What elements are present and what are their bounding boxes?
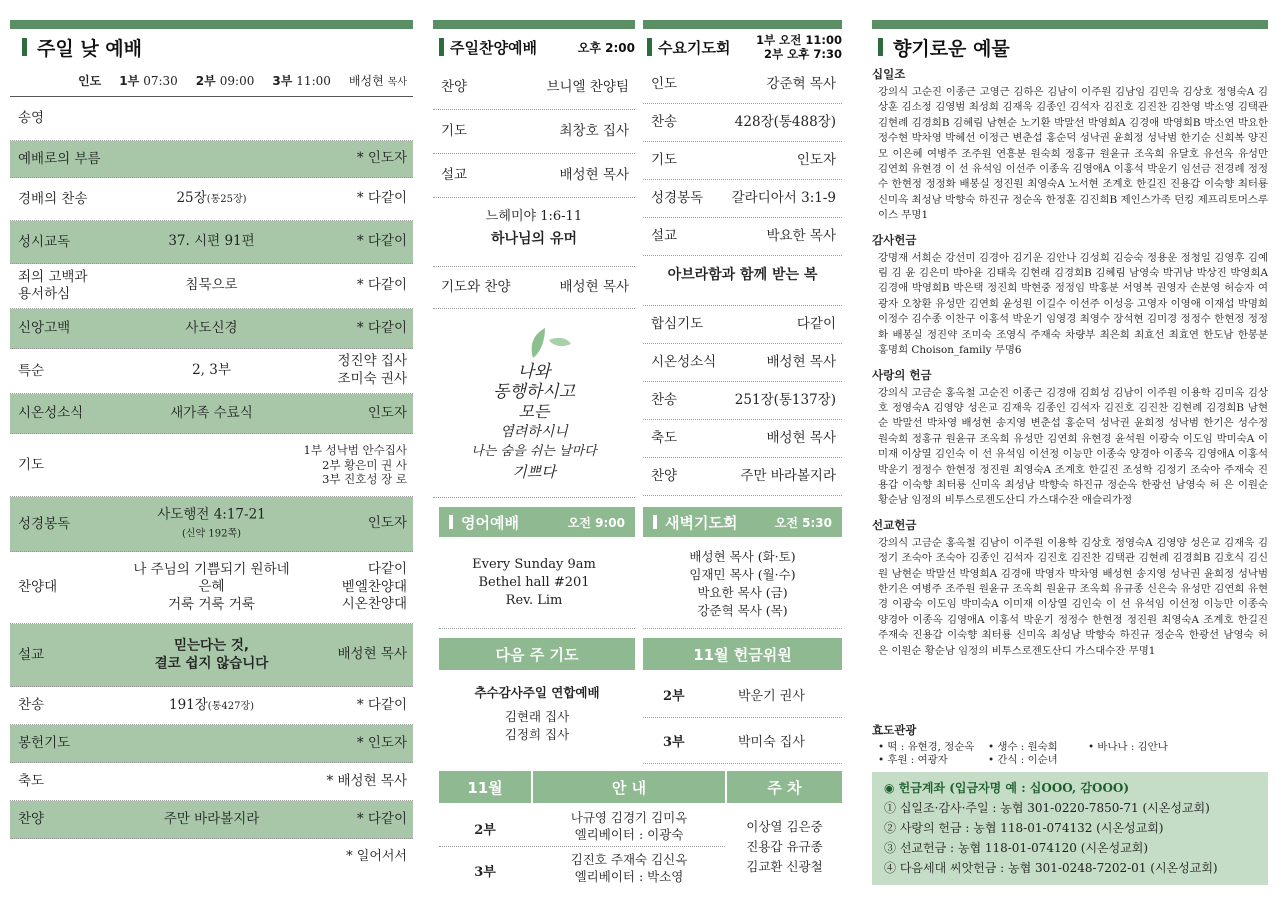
title-marker-icon <box>22 38 27 56</box>
sermon-reference: 느헤미야 1:6-11 <box>485 209 583 224</box>
account-line: ② 사랑의 헌금 : 농협 118-01-074132 (시온성교회) <box>884 821 1164 835</box>
service-item <box>433 110 635 154</box>
service-item <box>643 104 842 142</box>
worship-item <box>10 309 413 349</box>
offering-type-title: 십일조 <box>872 67 906 81</box>
item-label: 송영 <box>18 110 45 127</box>
worship-item <box>10 497 413 552</box>
service-item <box>643 382 842 420</box>
service-item <box>643 306 842 344</box>
worship-item <box>10 394 413 434</box>
calligraphy-line: 나와 <box>517 362 551 382</box>
item-content: 새가족 수료식 <box>170 404 253 421</box>
parking-names: 이상열 김은중 진용갑 유규종 김교환 신광철 <box>746 819 823 874</box>
guide-row <box>439 807 725 847</box>
service-time: 11:00 <box>296 73 331 88</box>
item-label: 기도 <box>441 123 468 140</box>
offering-lists <box>872 66 1268 659</box>
item-leader: 다같이 벧엘찬양대 시온찬양대 <box>341 561 407 613</box>
item-leader: 인도자 <box>367 515 407 532</box>
header-bar <box>433 20 635 29</box>
elevator-names: 엘리베이터 : 박소영 <box>574 869 684 884</box>
service-time: 09:00 <box>219 73 255 88</box>
item-leader: * 배성현 목사 <box>326 772 407 789</box>
account-line: ③ 선교헌금 : 농협 118-01-074120 (시온성교회) <box>884 841 1149 855</box>
offering-names: 강의식 고금순 홍옥철 김남이 이주원 이용학 김상호 정영숙A 김영양 성은교 김재욱 김정기 조숙아 조숙아 김종인 김석자 김진호 김진찬 김택관 김현례 김경희B 김호식 김신원 남현순 박말선 박영희A 김경애 박영자 박차영 배성현 송지영 성낙권 윤희정 성낙범 한기은 여병주 조주원 원윤규 조옥희 원윤규 조옥희 유규종 신은숙 유성만 김연희 유현경 이광숙 이도임 박미숙A 이미재 이상열 김인숙 이 선 유석임 이선정 이능만 이종숙 양경아 이종옥 김영애A 이홍석 박운기 정정수 한현정 정진원 최영숙A 조계호 한길진 주재숙 진용갑 이숙향 최터룡 신미옥 최성남 박향숙 하진규 정순옥 한광선 남영숙 허 은 이원순 황순남 임정의 비투스로젠도산디 가스대수잔 무명1 <box>878 536 1268 657</box>
item-sub: (신약 192쪽) <box>181 528 242 539</box>
item-leader: * 다같이 <box>356 233 407 250</box>
item-label: 시온성소식 <box>651 354 717 371</box>
item-label: 시온성소식 <box>18 405 84 422</box>
service-name: 1부 <box>119 74 140 88</box>
item-label: 성경봉독 <box>18 515 71 532</box>
item-content: 믿는다는 것, 결코 쉽지 않습니다 <box>154 637 269 671</box>
item-label: 봉헌기도 <box>18 735 71 752</box>
item-label: 경배의 찬송 <box>18 190 88 207</box>
english-line: Rev. Lim <box>505 593 563 608</box>
item-leader: * 인도자 <box>356 150 407 167</box>
item-value: 박요한 목사 <box>766 227 836 244</box>
afternoon-service-column <box>433 0 635 905</box>
item-leader: 배성현 목사 <box>337 646 407 663</box>
item-value: 최창호 집사 <box>559 122 629 139</box>
dawn-prayer-header: 새벽기도회 오전 5:30 <box>643 507 842 537</box>
worship-item <box>10 434 413 497</box>
item-sub: (통25장) <box>206 194 247 206</box>
item-content: 침묵으로 <box>185 277 238 294</box>
offering-names: 강의식 고금순 홍옥철 고순진 이종근 김경애 김희성 김남이 이주원 이용학 김미옥 김상호 정영숙A 김영양 성은교 김재욱 김종인 김석자 김진호 김진찬 김현례 김경희B 남현순 박말선 박차영 배성현 송지영 변춘섭 홍순덕 성낙권 윤희정 성낙범 한기은 성수정 원숙희 정홍규 원윤규 조옥희 유성만 김연희 유현경 윤석원 이광숙 이도임 박미숙A 이미재 이상열 김인숙 이 선 유석임 이선정 이능만 이종숙 양경아 이종옥 김영애A 이홍석 박운기 정정수 한현정 정진원 최영숙A 조계호 한길진 조성학 김정기 조숙아 주재숙 진용갑 이숙향 최터룡 신미옥 최성남 박향숙 하진규 정순옥 한광선 남영숙 허 은 이원순 황순남 임정의 비투스로젠도산디 가스대수잔 애슬리가정 <box>878 386 1268 507</box>
service-name: 2부 <box>195 74 216 88</box>
item-value: 브니엘 찬양팀 <box>546 78 629 95</box>
offering-team-row <box>643 672 842 718</box>
item-leader: 인도자 <box>367 404 407 421</box>
item-label: 인도 <box>651 76 678 93</box>
service-item <box>643 142 842 180</box>
item-leader: 1부 성낙범 안수집사 2부 황은미 권 사 3부 진호성 장 로 <box>303 442 407 487</box>
offerings-column <box>872 0 1268 905</box>
item-content: 2, 3부 <box>192 362 231 379</box>
item-label: 기도 <box>18 456 45 473</box>
item-label: 특순 <box>18 362 45 379</box>
item-content: 37. 시편 91편 <box>168 233 255 250</box>
item-value: 428장(통488장) <box>734 113 836 130</box>
sunday-service-column <box>10 0 413 905</box>
item-content: 주만 바라볼지라 <box>163 810 260 827</box>
team-member: 박미숙 집사 <box>738 735 805 750</box>
service-time-2: 2부 오후 7:30 <box>764 47 842 61</box>
item-label: 합심기도 <box>651 316 704 333</box>
dawn-leader: 박요한 목사 (금) <box>697 585 788 600</box>
item-leader: * 다같이 <box>356 696 407 713</box>
item-value: 다같이 <box>796 315 836 332</box>
item-sub: (통427장) <box>207 700 255 712</box>
item-label: 축도 <box>651 430 678 447</box>
offering-names: 강의식 고순진 이종근 고영근 김하은 김남이 이주원 김남임 김민욱 김상호 정영숙A 김상훈 김소정 김영범 최성희 김재욱 김종인 김석자 김진호 김진찬 김찬영 박소영 김택관 김현례 김경희B 김혜림 남현순 노기환 박말선 박영희A 김경애 박영희B 박소연 박요한 정수현 박차영 박혜선 이정근 변춘섭 홍순덕 성낙권 윤희정 성낙범 한기순 신희복 양진모 이은혜 여병주 조주원 연흥분 원숙희 정홍규 원윤규 조옥희 유달호 유선옥 유성만 김연희 유현경 이 선 유석임 이선주 이종옥 김영애A 이홍석 박운기 임선금 전경례 정정수 한현정 정정화 배봉실 정진원 최영숙A 노서현 조계호 한길진 진용갑 이숙향 최터룡 신미옥 최성남 박향숙 하진규 정순옥 한정훈 김진희B 제인스가족 던킹 제프리토머스루이스 무명1 <box>878 86 1268 222</box>
item-label: 성경봉독 <box>651 190 704 207</box>
item-content: 나 주님의 기쁨되기 원하네 은혜 거룩 거룩 거룩 <box>133 561 290 613</box>
next-prayer-event: 추수감사주일 연합예배 <box>474 685 600 700</box>
header-bar <box>643 20 842 29</box>
offering-type-title: 감사헌금 <box>872 232 917 247</box>
worship-item <box>10 349 413 394</box>
sermon-block <box>433 197 635 267</box>
account-box <box>872 772 1268 885</box>
item-label: 설교 <box>651 228 678 245</box>
service-item <box>643 420 842 458</box>
item-value: 배성현 목사 <box>559 166 629 183</box>
section-title: 주일찬양예배 오후 2:00 <box>439 36 635 58</box>
worship-item <box>10 552 413 624</box>
guide-names: 나규영 김경기 김미옥 <box>570 810 688 825</box>
next-prayer-info <box>439 684 635 744</box>
item-label: 찬송 <box>651 392 678 409</box>
worship-item <box>10 221 413 264</box>
calligraphy-art <box>433 310 635 498</box>
offering-names: 강명재 서희순 강선미 김경아 김기운 김안나 김성희 김승숙 정용운 정청일 김영후 김예림 김 윤 김은미 박아윤 김태욱 김현래 김경희B 김혜림 남영숙 박귀남 박상진 박영희A 김경애 박영희B 박은택 정진희 박현중 정정임 박홍분 서영복 권영자 손분영 허승자 여광자 오창환 유성만 김연희 윤성원 이길수 이선주 이성응 고영자 이영애 이재섭 박명희 이정수 김수종 이찬구 이홍석 박운기 임영경 최영수 장석현 김미경 정정수 한현정 정정화 배봉실 정진약 조미숙 조영식 주재숙 차량부 최은희 최효선 최효연 한도남 한봉분 홍명희 Choison_family 무명6 <box>878 251 1268 357</box>
order-of-worship <box>10 97 413 887</box>
item-leader: 정진약 집사 조미숙 권사 <box>337 353 407 387</box>
service-times <box>78 72 407 89</box>
team-member: 박운기 권사 <box>738 689 805 704</box>
item-label: 죄의 고백과 용서하심 <box>18 269 88 302</box>
leader-name: 배성현 <box>348 74 384 88</box>
elevator-names: 엘리베이터 : 이광숙 <box>574 827 684 842</box>
leader-label: 인도 <box>78 74 102 88</box>
offering-team-header: 11월 헌금위원 <box>643 638 842 670</box>
dawn-prayer-info <box>643 548 842 620</box>
item-label: 찬송 <box>651 114 678 131</box>
service-label: 2부 <box>474 823 496 838</box>
item-label: 찬양 <box>651 468 678 485</box>
service-label: 3부 <box>474 865 496 880</box>
item-value: 인도자 <box>796 151 836 168</box>
item-content: 사도신경 <box>185 319 238 336</box>
title-marker-icon <box>878 38 883 56</box>
next-prayer-person: 김정희 집사 <box>504 727 570 742</box>
item-leader: * 인도자 <box>356 734 407 751</box>
item-leader: * 다같이 <box>356 319 407 336</box>
service-time-1: 1부 오전 11:00 <box>756 33 842 47</box>
leader-title: 목사 <box>387 77 407 88</box>
item-label: 기도 <box>651 152 678 169</box>
calligraphy-line: 기쁘다 <box>512 463 556 481</box>
worship-item <box>10 725 413 763</box>
hyodo-title: 효도관광 <box>872 723 917 737</box>
worship-item <box>10 264 413 309</box>
service-item <box>433 154 635 198</box>
item-label: 축도 <box>18 773 45 790</box>
dawn-leader: 강준혁 목사 (목) <box>697 603 788 618</box>
item-label: 예배로의 부름 <box>18 150 101 167</box>
item-value: 배성현 목사 <box>766 353 836 370</box>
guide-names: 김진호 주재숙 김신옥 <box>570 852 688 867</box>
month-header: 11월 <box>439 771 531 803</box>
service-item <box>643 458 842 496</box>
account-line: ④ 다음세대 씨앗헌금 : 농협 301-0248-7202-01 (시온성교회) <box>884 861 1218 875</box>
english-line: Every Sunday 9am <box>472 557 596 572</box>
divider <box>643 628 842 629</box>
prayer-praise-row: 기도와 찬양 배성현 목사 <box>433 267 635 309</box>
item-label: 찬양대 <box>18 579 58 596</box>
worship-item <box>10 97 413 141</box>
item-label: 신앙고백 <box>18 320 71 337</box>
title-marker-icon <box>647 38 652 56</box>
wednesday-service-column <box>643 0 842 905</box>
section-title: 주일 낮 예배 <box>22 34 142 60</box>
service-item <box>643 66 842 104</box>
header-bar <box>10 20 413 29</box>
item-leader: * 다같이 <box>356 810 407 827</box>
title-marker-icon <box>449 515 453 529</box>
service-label: 2부 <box>663 689 685 704</box>
calligraphy-line: 나는 숨을 쉬는 날마다 <box>471 444 597 459</box>
item-label: 찬송 <box>18 697 45 714</box>
item-content: 사도행전 4:17-21 (신약 192쪽) <box>157 506 266 539</box>
worship-item <box>10 801 413 839</box>
calligraphy-line: 동행하시고 <box>492 382 576 402</box>
next-prayer-person: 김현래 집사 <box>504 709 570 724</box>
account-title: ◉ 헌금계좌 (입금자명 예 : 십OOO, 감OOO) <box>884 781 1130 795</box>
service-name: 3부 <box>272 74 293 88</box>
english-service-header: 영어예배 오전 9:00 <box>439 507 635 537</box>
service-label: 3부 <box>663 735 685 750</box>
header-bar <box>872 20 1268 29</box>
calligraphy-line: 염려하시니 <box>500 424 568 440</box>
next-prayer-header: 다음 주 기도 <box>439 638 635 670</box>
calligraphy-text <box>433 362 635 482</box>
offering-team-row <box>643 718 842 764</box>
item-label: 찬양 <box>18 811 45 828</box>
parking-header: 주 차 <box>727 771 842 803</box>
service-item <box>643 218 842 256</box>
guide-parking-table <box>439 771 842 889</box>
account-line: ① 십일조·감사·주일 : 농협 301-0220-7850-71 (시온성교회) <box>884 801 1210 815</box>
item-label: 성시교독 <box>18 233 71 250</box>
title-marker-icon <box>439 38 444 56</box>
item-value: 강준혁 목사 <box>766 75 836 92</box>
english-line: Bethel hall #201 <box>478 575 590 590</box>
item-leader: * 다같이 <box>356 190 407 207</box>
footnote: * 일어서서 <box>346 849 407 864</box>
section-title: 수요기도회 1부 오전 11:00 2부 오후 7:30 <box>647 34 842 60</box>
worship-item <box>10 624 413 687</box>
offering-type-title: 사랑의 헌금 <box>872 367 932 382</box>
item-value: 배성현 목사 <box>766 429 836 446</box>
item-label: 찬양 <box>441 79 468 96</box>
dawn-leader: 배성현 목사 (화·토) <box>689 549 796 564</box>
sermon-title: 아브라함과 함께 받는 복 <box>667 266 818 283</box>
service-time: 오후 2:00 <box>577 40 635 55</box>
offering-type-title: 선교헌금 <box>872 517 917 532</box>
item-label: 설교 <box>18 646 45 663</box>
service-item <box>433 66 635 110</box>
section-title: 향기로운 예물 <box>878 34 1010 60</box>
sermon-block <box>643 256 842 306</box>
dawn-leader: 임재민 목사 (월·수) <box>689 567 796 582</box>
item-label: 설교 <box>441 167 468 184</box>
item-value: 251장(통137장) <box>734 391 836 408</box>
service-item <box>643 180 842 218</box>
calligraphy-line: 모든 <box>518 402 550 421</box>
divider <box>439 628 635 629</box>
item-value: 주만 바라볼지라 <box>740 467 836 484</box>
worship-item <box>10 763 413 801</box>
worship-item <box>10 178 413 221</box>
title-marker-icon <box>653 515 657 529</box>
english-service-info <box>433 556 635 610</box>
worship-item <box>10 687 413 725</box>
service-item <box>643 344 842 382</box>
item-value: 갈라디아서 3:1-9 <box>731 189 836 206</box>
sermon-title: 하나님의 유머 <box>490 231 578 247</box>
hyodo-section: 효도관광 • 떡 : 유현경, 정순옥 • 생수 : 원숙희 • 바나나 : 김안나 • 후원 : 여광자 • 간식 : 이순녀 <box>872 722 1268 767</box>
item-content: 191장(통427장) <box>168 696 255 713</box>
item-leader: * 다같이 <box>356 277 407 294</box>
guide-row <box>439 847 725 887</box>
guide-header: 안 내 <box>533 771 725 803</box>
item-content: 25장(통25장) <box>176 190 247 207</box>
service-time: 07:30 <box>143 73 178 88</box>
worship-item <box>10 141 413 178</box>
